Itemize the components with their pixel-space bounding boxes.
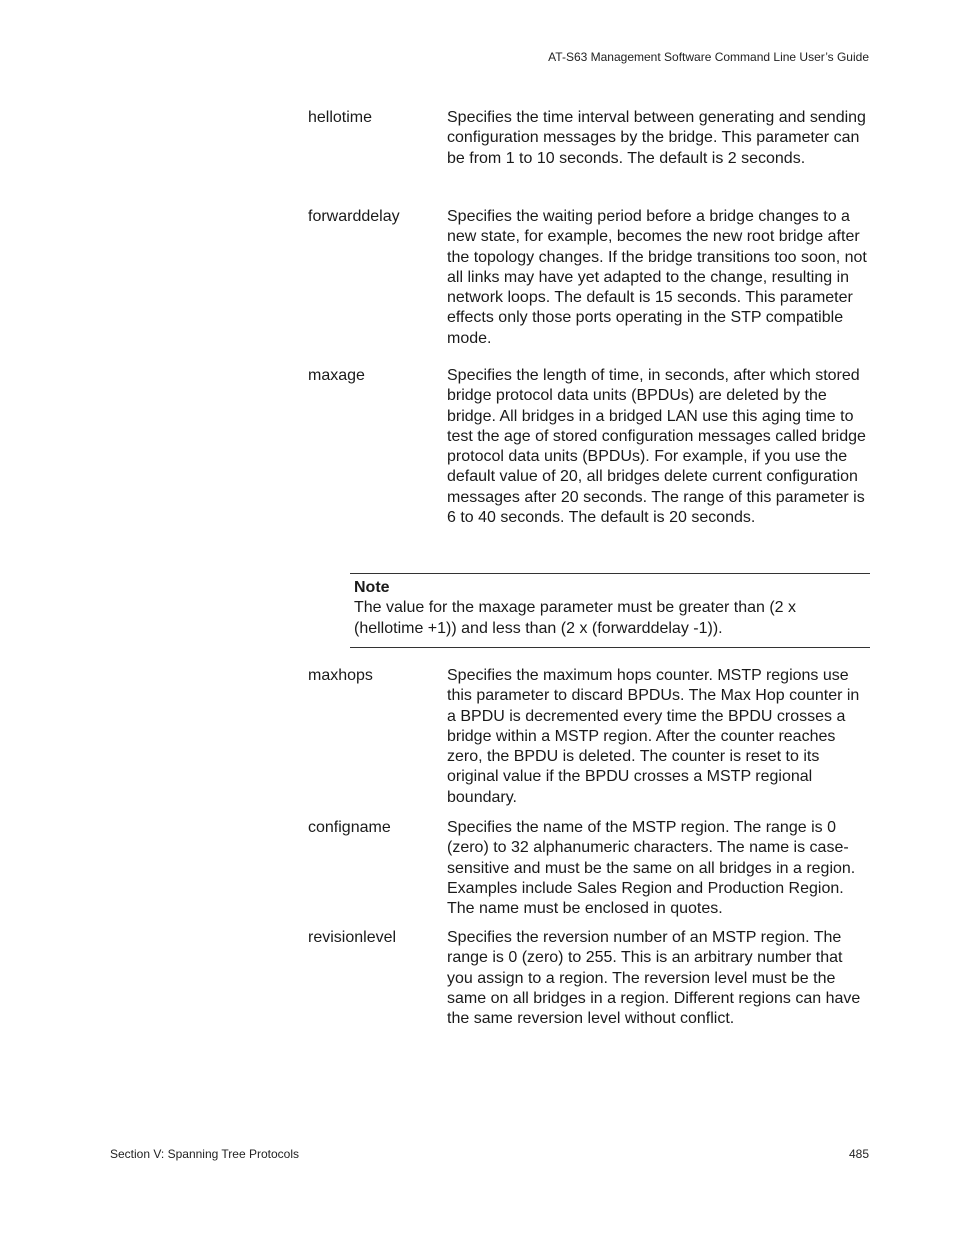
note-text: The value for the maxage parameter must be greater than (2 x (hellotime +1)) and less than (2 x (forwarddelay -1)).	[354, 599, 797, 637]
param-description: Specifies the waiting period before a bridge changes to a new state, for example, becomes the new root bridge after the topology changes. If the bridge transitions too soon, not all links may have yet adapted to the change, resulting in network loops. The default is 15 seconds. This parameter effects only those ports operating in the STP compatible mode.	[447, 208, 867, 347]
param-term: maxhops	[308, 667, 373, 684]
param-term: configname	[308, 819, 391, 836]
footer-section: Section V: Spanning Tree Protocols	[110, 1147, 299, 1161]
page-number: 485	[848, 1147, 869, 1161]
note-box	[350, 573, 870, 648]
param-term: maxage	[308, 367, 365, 384]
param-description: Specifies the length of time, in seconds, after which stored bridge protocol data units (BPDUs) are deleted by the bridge. All bridges in a bridged LAN use this aging time to test the age of stored configuration messages called bridge protocol data units (BPDUs). For example, if you use the default value of 20, all bridges delete current configuration messages after 20 seconds. The range of this parameter is 6 to 40 seconds. The default is 20 seconds.	[447, 367, 866, 527]
param-description: Specifies the name of the MSTP region. The range is 0 (zero) to 32 alphanumeric characters. The name is case-sensitive and must be the same on all bridges in a region. Examples include Sales Region and Production Region. The name must be enclosed in quotes.	[447, 819, 856, 918]
param-term: revisionlevel	[308, 929, 397, 946]
param-description: Specifies the maximum hops counter. MSTP regions use this parameter to discard BPDUs. The Max Hop counter in a BPDU is decremented every time the BPDU crosses a bridge within a MSTP region. After the counter reaches zero, the BPDU is deleted. The counter is reset to its original value if the BPDU crosses a MSTP regional boundary.	[447, 667, 860, 806]
param-description: Specifies the reversion number of an MSTP region. The range is 0 (zero) to 255. This is an arbitrary number that you assign to a region. The reversion level must be the same on all bridges in a region. Different regions can have the same reversion level without conflict.	[447, 929, 861, 1028]
param-term: forwarddelay	[308, 208, 400, 225]
param-term: hellotime	[308, 109, 373, 126]
param-description: Specifies the time interval between generating and sending configuration messages by the bridge. This parameter can be from 1 to 10 seconds. The default is 2 seconds.	[447, 109, 866, 167]
running-header: AT-S63 Management Software Command Line User’s Guide	[548, 50, 869, 64]
note-label: Note	[354, 579, 390, 596]
